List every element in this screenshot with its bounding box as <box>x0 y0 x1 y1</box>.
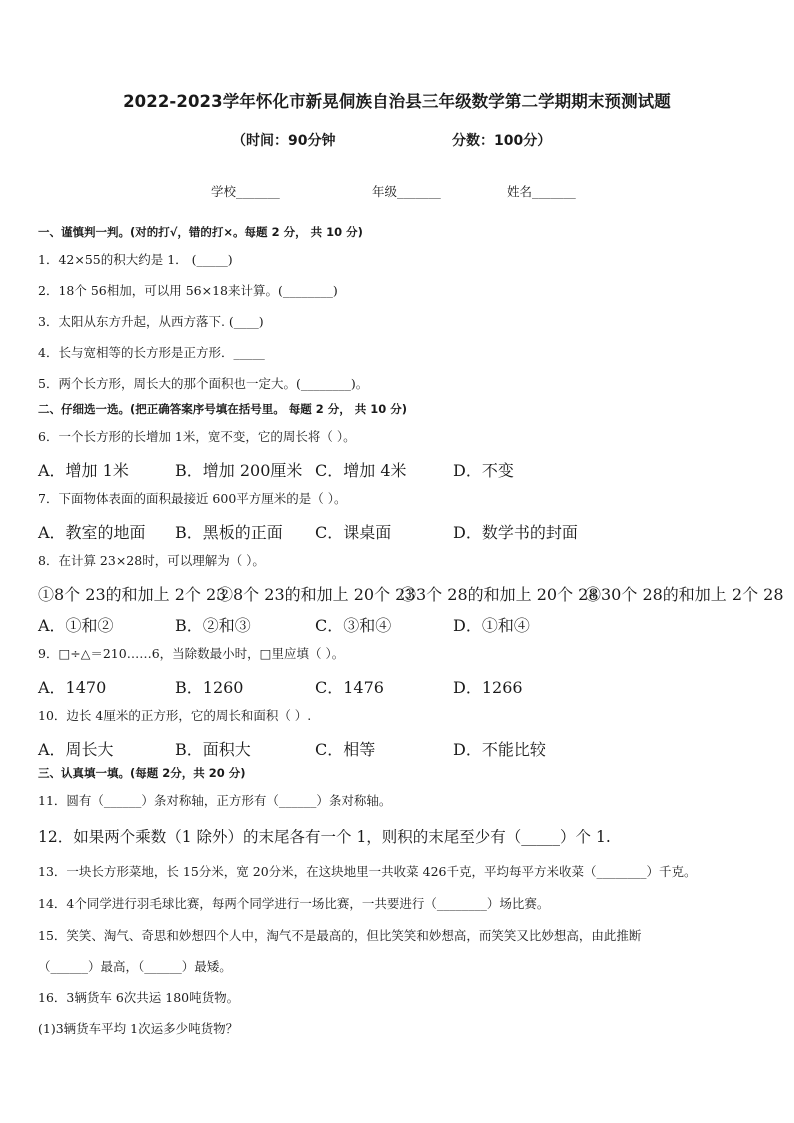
question-9: 9．□÷△＝210……6，当除数最小时，□里应填（ ）。 <box>38 646 345 661</box>
option-c: C．相等 <box>315 740 376 759</box>
question-16: 16．3辆货车 6次共运 180吨货物。 <box>38 990 240 1005</box>
time-limit: （时间：90分钟 <box>232 133 336 149</box>
question-11: 11．圆有（______）条对称轴，正方形有（______）条对称轴。 <box>38 793 392 808</box>
option-b: B．1260 <box>175 678 244 697</box>
question-6-options <box>0 458 794 480</box>
question-13: 13．一块长方形菜地，长 15分米，宽 20分米，在这块地里一共收菜 426千克，平均每平方米收菜（________）千克。 <box>38 864 697 879</box>
section-3-heading: 三、认真填一填。(每题 2分，共 20 分) <box>38 766 246 780</box>
question-7: 7．下面物体表面的面积最接近 600平方厘米的是（ ）。 <box>38 491 347 506</box>
question-16-part-1: (1)3辆货车平均 1次运多少吨货物？ <box>38 1021 239 1036</box>
school-field: 学校_______ <box>211 184 280 199</box>
option-a: A．①和② <box>38 616 114 635</box>
question-9-options <box>0 675 794 697</box>
option-a: A．周长大 <box>38 740 114 759</box>
question-10: 10．边长 4厘米的正方形，它的周长和面积（ ）. <box>38 708 312 723</box>
option-d: D．不变 <box>453 461 514 480</box>
option-b: B．增加 200厘米 <box>175 461 303 480</box>
question-8: 8．在计算 23×28时，可以理解为（ ）。 <box>38 553 265 568</box>
question-5: 5．两个长方形，周长大的那个面积也一定大。(________)。 <box>38 376 369 391</box>
total-score: 分数：100分） <box>452 133 552 149</box>
option-d: D．不能比较 <box>453 740 546 759</box>
name-field: 姓名_______ <box>507 184 576 199</box>
option-c: C．增加 4米 <box>315 461 407 480</box>
statement-2: ②8个 23的和加上 20个 23 <box>217 585 416 604</box>
option-d: D．数学书的封面 <box>453 523 578 542</box>
statement-1: ①8个 23的和加上 2个 23 <box>38 585 227 604</box>
option-d: D．①和④ <box>453 616 530 635</box>
option-b: B．面积大 <box>175 740 251 759</box>
page-title: 2022-2023学年怀化市新晃侗族自治县三年级数学第二学期期末预测试题 <box>123 92 671 111</box>
option-b: B．②和③ <box>175 616 251 635</box>
question-7-options <box>0 520 794 542</box>
option-b: B．黑板的正面 <box>175 523 283 542</box>
option-c: C．课桌面 <box>315 523 392 542</box>
question-3: 3．太阳从东方升起，从西方落下. (____) <box>38 314 264 329</box>
option-a: A．1470 <box>38 678 107 697</box>
question-14: 14．4个同学进行羽毛球比赛，每两个同学进行一场比赛，一共要进行（________）场比赛。 <box>38 896 550 911</box>
question-4: 4．长与宽相等的长方形是正方形．_____ <box>38 345 265 360</box>
question-6: 6．一个长方形的长增加 1米，宽不变，它的周长将（ ）。 <box>38 429 356 444</box>
option-c: C．1476 <box>315 678 384 697</box>
grade-field: 年级_______ <box>372 184 441 199</box>
option-a: A．教室的地面 <box>38 523 146 542</box>
statement-3: ③3个 28的和加上 20个 28 <box>400 585 599 604</box>
option-d: D．1266 <box>453 678 523 697</box>
question-2: 2．18个 56相加，可以用 56×18来计算。(________) <box>38 283 338 298</box>
question-12: 12．如果两个乘数（1 除外）的末尾各有一个 1，则积的末尾至少有（_____）个 1. <box>38 828 611 846</box>
question-8-options <box>0 613 794 635</box>
question-15-line-1: 15．笑笑、淘气、奇思和妙想四个人中，淘气不是最高的，但比笑笑和妙想高，而笑笑又比妙想高，由此推断 <box>38 928 642 943</box>
section-1-heading: 一、谨慎判一判。(对的打√，错的打×。每题 2 分， 共 10 分) <box>38 225 363 239</box>
option-c: C．③和④ <box>315 616 392 635</box>
section-2-heading: 二、仔细选一选。(把正确答案序号填在括号里。 每题 2 分， 共 10 分) <box>38 402 408 416</box>
option-a: A．增加 1米 <box>38 461 129 480</box>
question-1: 1．42×55的积大约是 1． (_____) <box>38 252 233 267</box>
question-15-line-2: （______）最高，（______）最矮。 <box>38 959 232 974</box>
question-10-options <box>0 737 794 759</box>
question-8-statements <box>0 582 794 604</box>
statement-4: ④30个 28的和加上 2个 28 <box>585 585 784 604</box>
